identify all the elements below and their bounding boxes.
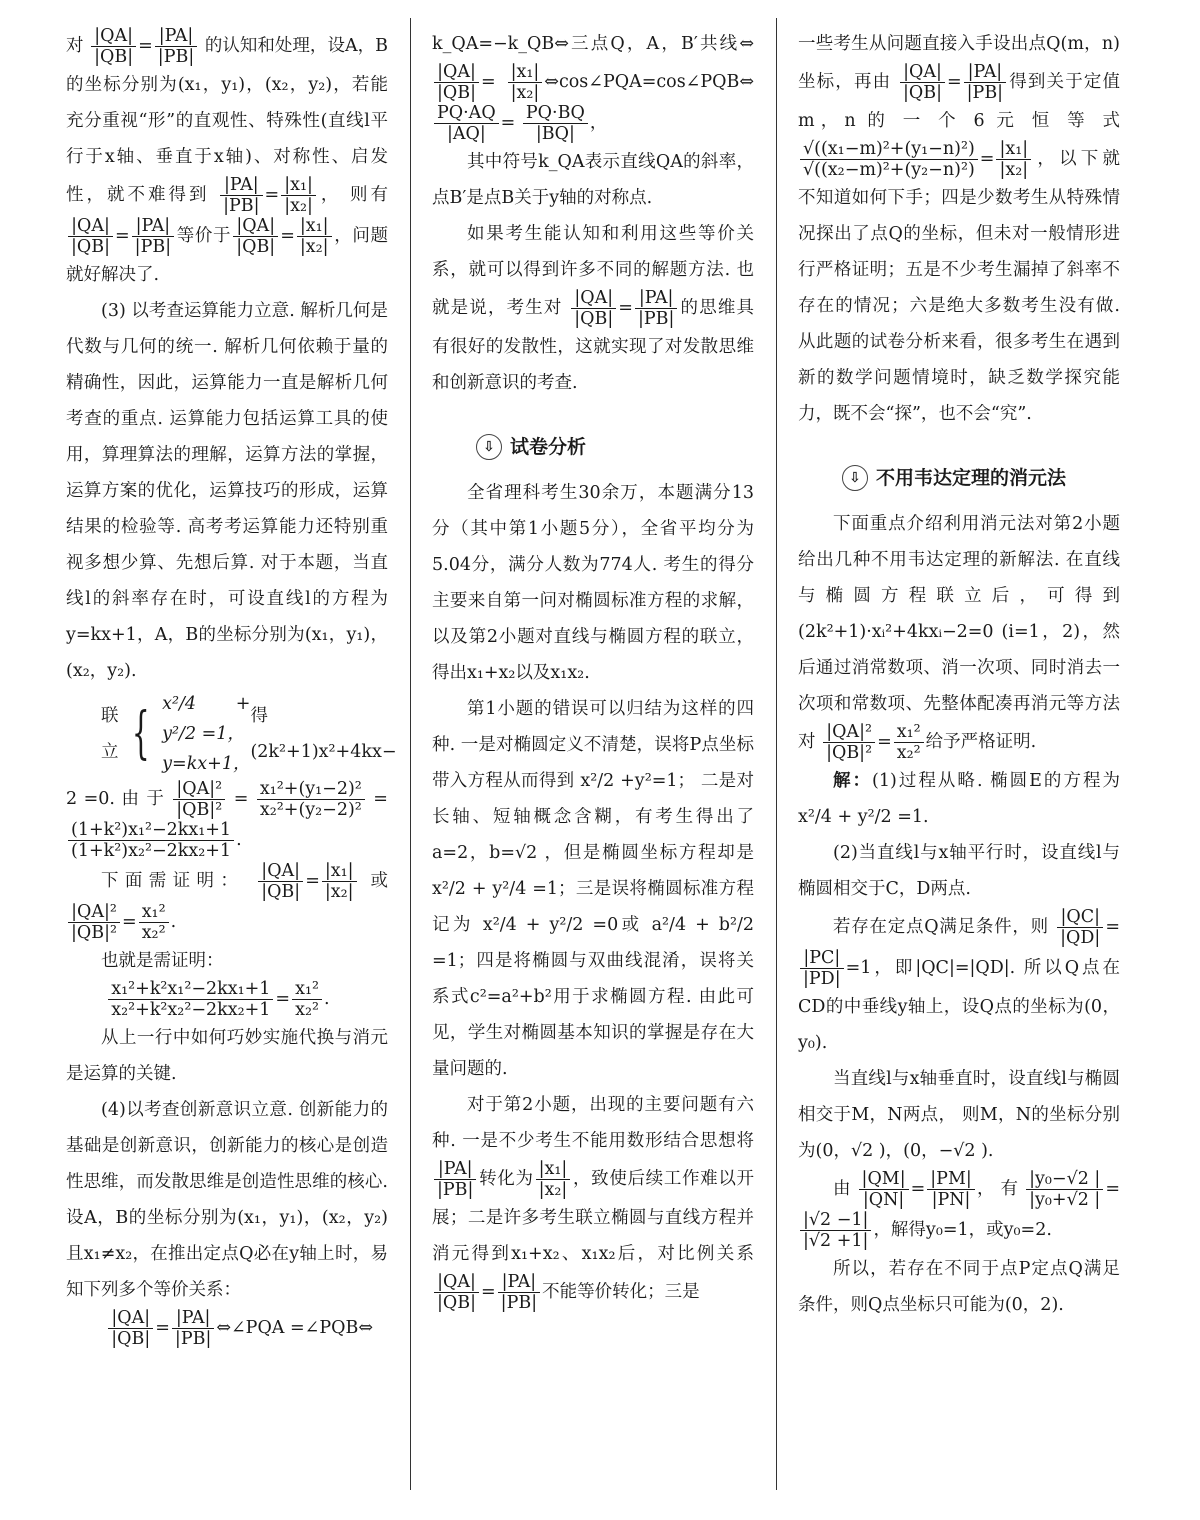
paragraph: 下面重点介绍利用消元法对第2小题给出几种不用韦达定理的新解法. 在直线与椭圆方程联立后，可得到(2k²+1)·xᵢ²+4kxᵢ−2=0 (i=1，2)，然后通过消常数项、消一次项、同时消去一次项和常数项、先整体配凑再消元等方法对 $\frac{\text{|QA|²}}{\text{|QB|²}}$ = $\frac{\text{x₁²}}{\text{x₂²}}$ 给予严格证明. — [798, 514, 1120, 763]
circle-down-arrow-icon: ⇩ — [842, 465, 868, 491]
paragraph: k_QA=−k_QB⇔三点Q，A，B′共线⇔ $\frac{|QA|}{|QB|}$ = $\frac{\text{|x₁|}}{\text{|x₂|}}$ ⇔cos∠PQA=cos∠PQB⇔ $\frac{PQ\cdot AQ}{|AQ|}$ = $\frac{PQ\cdot BQ}{|BQ|}$ ， — [432, 34, 754, 144]
paragraph: 也就是需证明： — [101, 951, 224, 971]
paragraph: 2 =0. 由 于 $\frac{\text{|QA|²}}{\text{|QB|²}}$ = $\frac{\text{x₁²+(y₁−2)²}}{\text{x₂²+(y₂−2)²}}$ = $\frac{\text{(1+k²)x₁²−2kx₁+1}}{\text{(1+k²)x₂²−2kx₂+1}}$ . — [66, 779, 388, 861]
equation-system: 联立 { x²/4 + y²/2 =1， y=kx+1， 得(2k²+1)x²+4kx− — [101, 694, 397, 774]
paragraph: (2)当直线l与x轴平行时，设直线l与椭圆相交于C，D两点. — [798, 843, 1120, 899]
paragraph: 第1小题的错误可以归结为这样的四种. 一是对椭圆定义不清楚，误将P点坐标带入方程从而得到 x²/2 +y²=1； 二是对长轴、短轴概念含糊，有考生得出了a=2，b=√2 ，但是椭圆坐标方程却是 x²/2 + y²/4 =1；三是误将椭圆标准方程记为 x²/4 + y²/2 =0或 a²/4 + b²/2 =1；四是将椭圆与双曲线混淆，误将关系式c²=a²+b²用于求椭圆方程. 由此可见，学生对椭圆基本知识的掌握是存在大量问题的. — [432, 699, 754, 1079]
equation: $\frac{\text{x₁²+k²x₁²−2kx₁+1}}{\text{x₂²+k²x₂²−2kx₂+1}}$ = $\frac{\text{x₁²}}{\text{x₂²}}$ . — [66, 979, 388, 1020]
section-heading: ⇩ 试卷分析 — [476, 429, 754, 465]
paragraph: 由 $\frac{|QM|}{|QN|}$ = $\frac{|PM|}{|PN|}$ ， 有 $\frac{\text{|y₀−√2 |}}{\text{|y₀+√2 |}}$ = $\frac{|√2 -1|}{|√2 +1|}$ ，解得y₀=1，或y₀=2. — [798, 1169, 1120, 1251]
paragraph: 当直线l与x轴垂直时，设直线l与椭圆相交于M，N两点， 则M，N的坐标分别为(0，√2 )，(0，−√2 ). — [798, 1069, 1120, 1161]
column-left — [66, 26, 397, 1494]
paragraph: 若存在定点Q满足条件，则 $\frac{|QC|}{|QD|}$ = $\frac{|PC|}{|PD|}$ =1，即|QC|=|QD|. 所以Q点在CD的中垂线y轴上，设Q点的坐标为(0，y₀). — [798, 907, 1120, 1053]
column-divider — [410, 18, 411, 1490]
paragraph: (4)以考查创新意识立意. 创新能力的基础是创新意识，创新能力的核心是创造性思维，而发散思维是创造性思维的核心. 设A，B的坐标分别为(x₁，y₁)，(x₂，y₂)且x₁≠x₂，在推出定点Q必在y轴上时，易知下列多个等价关系： — [66, 1100, 388, 1300]
paragraph: 全省理科考生30余万，本题满分13分（其中第1小题5分），全省平均分为5.04分，满分人数为774人. 考生的得分主要来自第一问对椭圆标准方程的求解，以及第2小题对直线与椭圆方程的联立，得出x₁+x₂以及x₁x₂. — [432, 483, 754, 683]
equation: $\frac{|QA|}{|QB|}$ = $\frac{|PA|}{|PB|}$ ⇔∠PQA =∠PQB⇔ — [66, 1308, 388, 1349]
paragraph: 解：(1)过程从略. 椭圆E的方程为 x²/4 + y²/2 =1. — [798, 771, 1120, 827]
column-divider — [776, 18, 777, 1490]
paragraph: 对 $\frac{|QA|}{|QB|}$ = $\frac{|PA|}{|PB|}$ 的认知和处理，设A，B的坐标分别为(x₁，y₁)，(x₂，y₂)，若能充分重视“形”的直观性、特殊性(直线l平行于x轴、垂直于x轴)、对称性、启发性，就不难得到 $\frac{|PA|}{|PB|}$ = $\frac{\text{|x₁|}}{\text{|x₂|}}$ ， 则有 $\frac{|QA|}{|QB|}$ = $\frac{|PA|}{|PB|}$ 等价于 $\frac{|QA|}{|QB|}$ = $\frac{\text{|x₁|}}{\text{|x₂|}}$ ，问题就好解决了. — [66, 26, 389, 285]
paragraph: 所以，若存在不同于点P定点Q满足条件，则Q点坐标只可能为(0，2). — [798, 1259, 1120, 1315]
paragraph: 其中符号k_QA表示直线QA的斜率，点B′是点B关于y轴的对称点. — [432, 152, 754, 208]
paragraph: 对于第2小题，出现的主要问题有六种. 一是不少考生不能用数形结合思想将 $\frac{|PA|}{|PB|}$ 转化为 $\frac{\text{|x₁|}}{\text{|x₂|}}$ ，致使后续工作难以开展；二是许多考生联立椭圆与直线方程并消元得到x₁+x₂、x₁x₂后，对比例关系 $\frac{|QA|}{|QB|}$ = $\frac{|PA|}{|PB|}$ 不能等价转化；三是 — [432, 1095, 755, 1313]
section-heading: ⇩ 不用韦达定理的消元法 — [842, 460, 1120, 496]
column-middle — [432, 26, 754, 1494]
paragraph: 从上一行中如何巧妙实施代换与消元是运算的关键. — [66, 1028, 388, 1084]
paragraph: 一些考生从问题直接入手设出点Q(m，n)坐标，再由 $\frac{|QA|}{|QB|}$ = $\frac{|PA|}{|PB|}$ 得到关于定值 m，n 的 一 个 6 元 恒 等 式 $\frac{\text{√((x₁−m)²+(y₁−n)²)}}{\text{√((x₂−m)²+(y₂−n)²)}}$ = $\frac{\text{|x₁|}}{\text{|x₂|}}$ ，以下就不知道如何下手；四是少数考生从特殊情况探出了点Q的坐标，但未对一般情形进行严格证明；五是不少考生漏掉了斜率不存在的情况；六是绝大多数考生没有做. 从此题的试卷分析来看，很多考生在遇到新的数学问题情境时，缺乏数学探究能力，既不会“探”，也不会“究”. — [798, 34, 1120, 424]
column-right — [798, 26, 1120, 1494]
brace-symbol: { — [131, 701, 150, 766]
paragraph: 下面需证明： $\frac{|QA|}{|QB|}$ = $\frac{\text{|x₁|}}{\text{|x₂|}}$ 或 $\frac{\text{|QA|²}}{\text{|QB|²}}$ = $\frac{\text{x₁²}}{\text{x₂²}}$ . — [66, 861, 388, 943]
paragraph: 如果考生能认知和利用这些等价关系，就可以得到许多不同的解题方法. 也就是说，考生对 $\frac{|QA|}{|QB|}$ = $\frac{|PA|}{|PB|}$ 的思维具有很好的发散性，这就实现了对发散思维和创新意识的考查. — [432, 224, 754, 393]
circle-down-arrow-icon: ⇩ — [476, 434, 502, 460]
paragraph: (3) 以考查运算能力立意. 解析几何是代数与几何的统一. 解析几何依赖于量的精确性，因此，运算能力一直是解析几何考查的重点. 运算能力包括运算工具的使用，算理算法的理解，运算方法的掌握，运算方案的优化，运算技巧的形成，运算结果的检验等. 高考考运算能力还特别重视多想少算、先想后算. 对于本题，当直线l的斜率存在时，可设直线l的方程为y=kx+1，A，B的坐标分别为(x₁，y₁)，(x₂，y₂). — [66, 301, 388, 681]
